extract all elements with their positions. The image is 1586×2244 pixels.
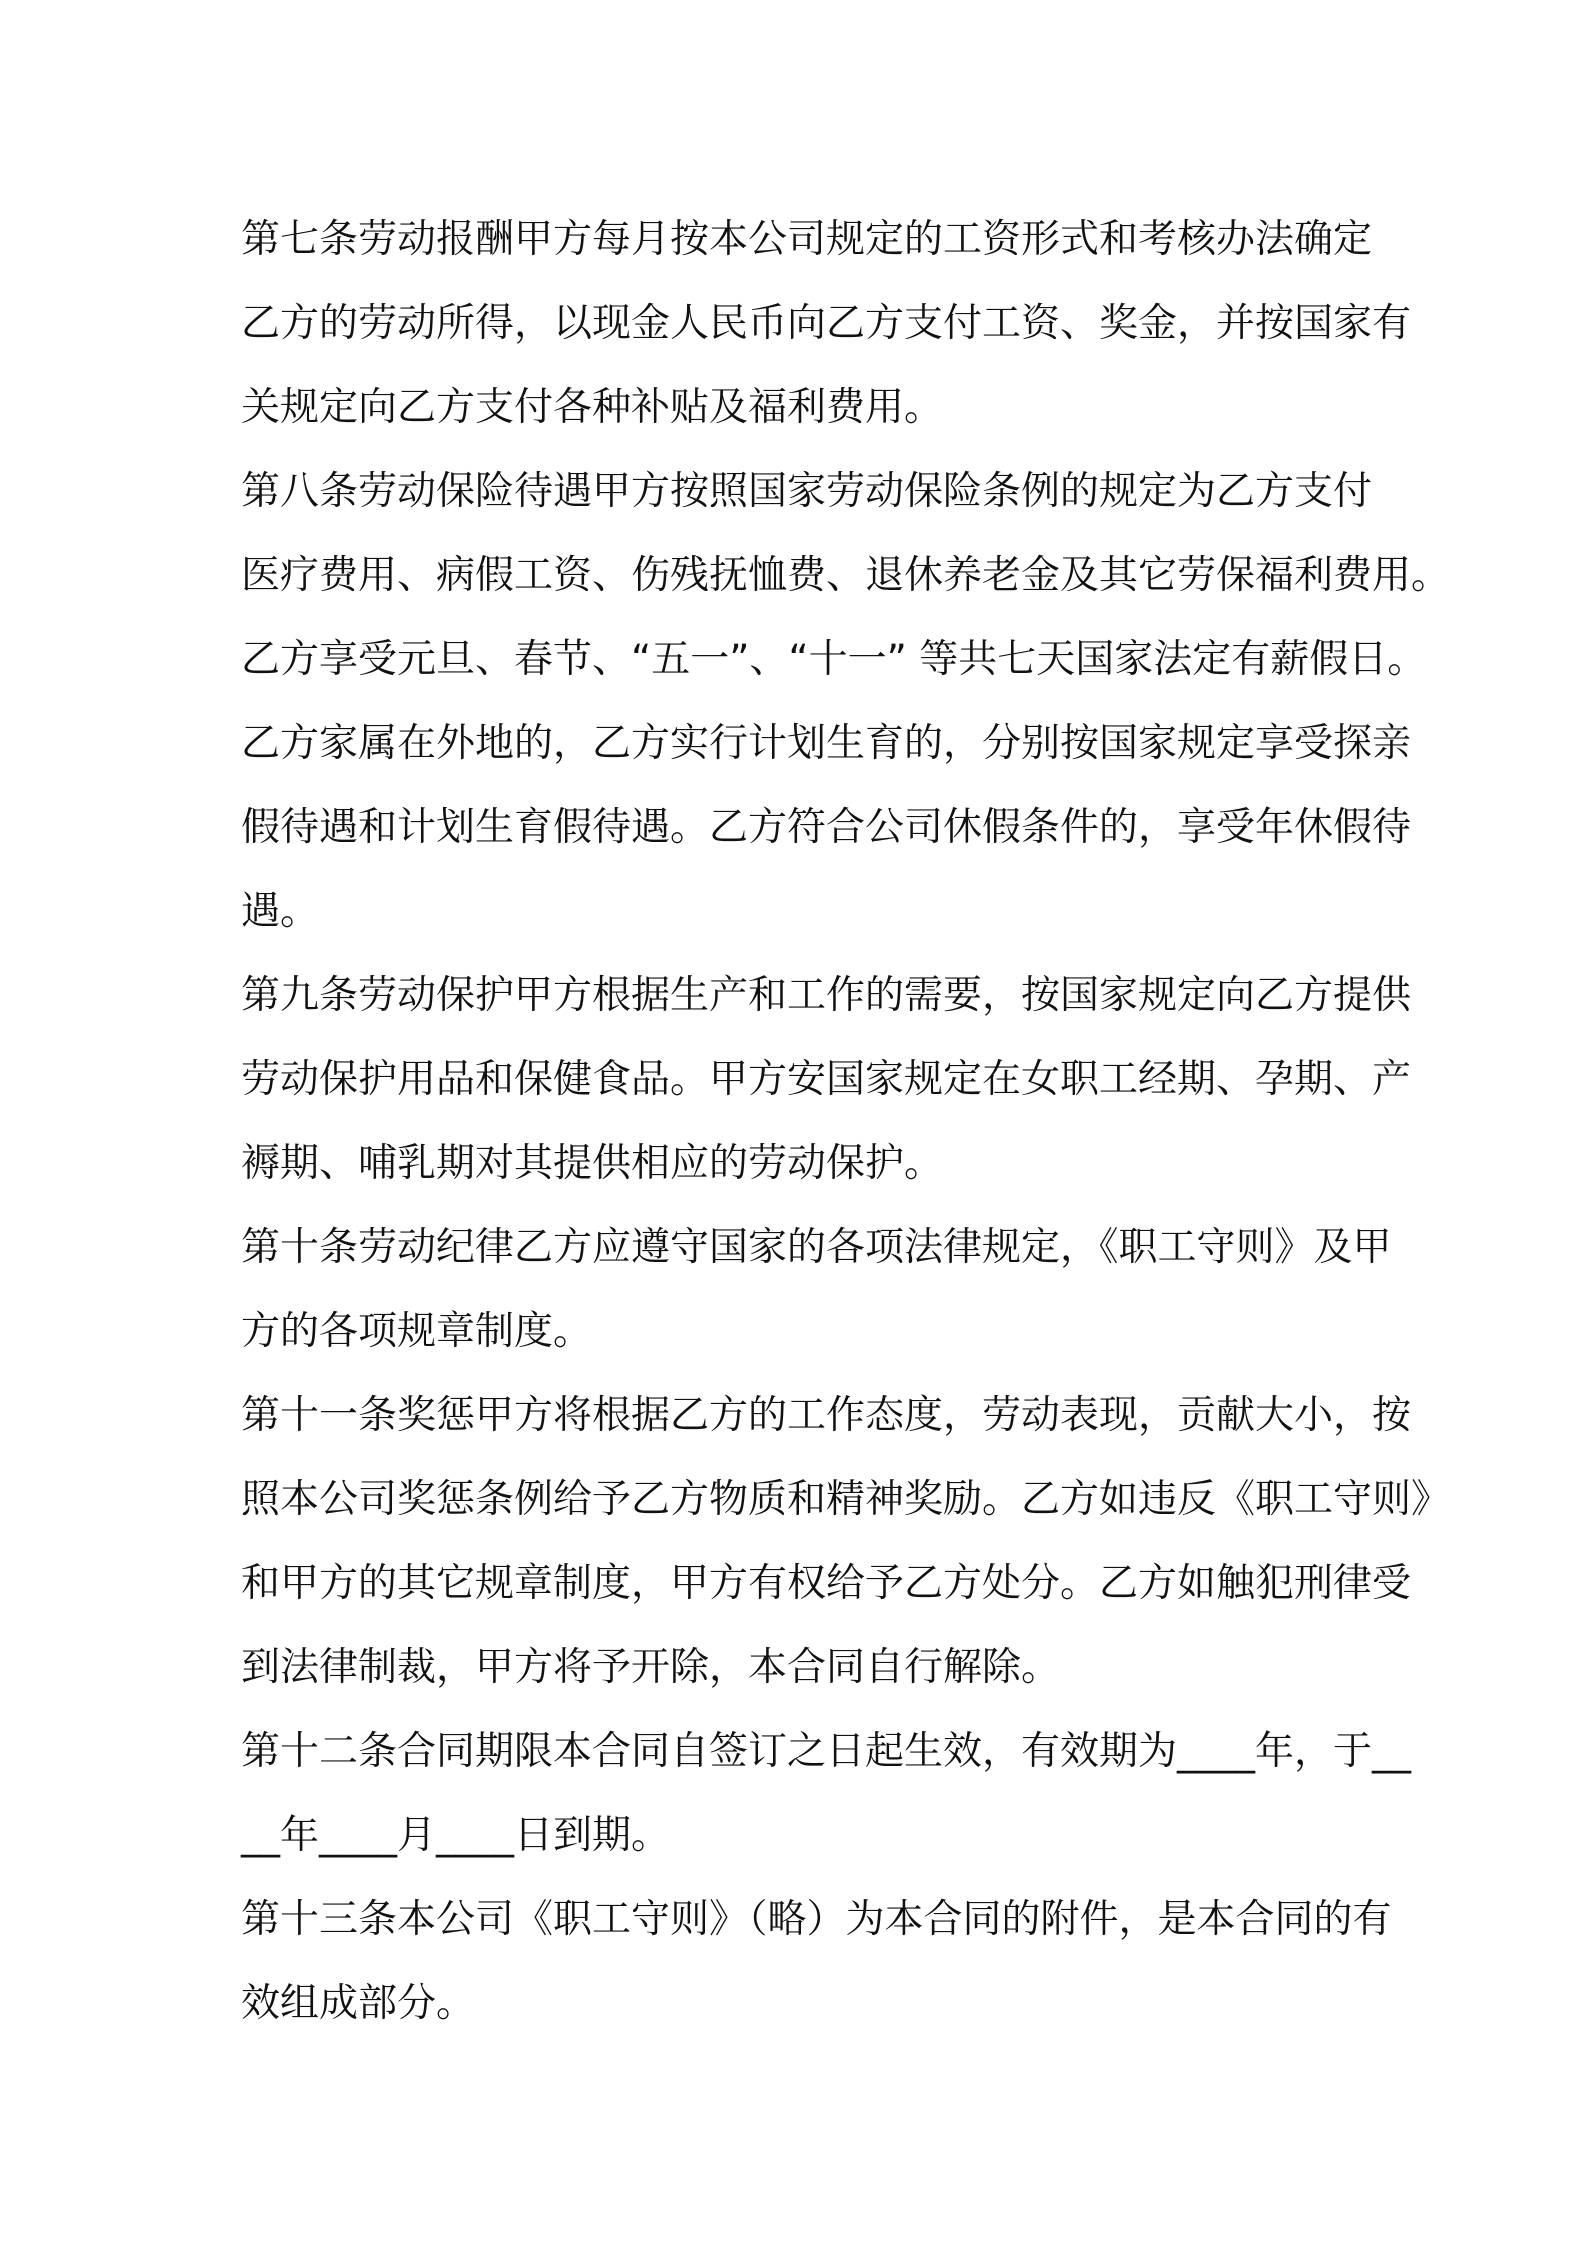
text-line: 照本公司奖惩条例给予乙方物质和精神奖励。乙方如违反《职工守则》: [241, 1477, 1451, 1522]
text-line: 方的各项规章制度。: [241, 1309, 593, 1354]
text-line: 假待遇和计划生育假待遇。乙方符合公司休假条件的，享受年休假待: [241, 805, 1412, 850]
text-line: 乙方享受元旦、春节、“五一”、“十一” 等共七天国家法定有薪假日。: [241, 637, 1427, 682]
text-line: __年____月____日到期。: [241, 1813, 671, 1858]
text-line: 第七条劳动报酬甲方每月按本公司规定的工资形式和考核办法确定: [241, 217, 1373, 262]
text-line: 医疗费用、病假工资、伤残抚恤费、退休养老金及其它劳保福利费用。: [241, 553, 1451, 598]
text-line: 第九条劳动保护甲方根据生产和工作的需要，按国家规定向乙方提供: [241, 973, 1412, 1018]
text-line: 第十三条本公司《职工守则》（略）为本合同的附件，是本合同的有: [241, 1897, 1392, 1942]
text-line: 关规定向乙方支付各种补贴及福利费用。: [241, 385, 944, 430]
text-line: 遇。: [241, 889, 320, 934]
document-body: [241, 198, 1451, 2046]
text-line: 乙方的劳动所得，以现金人民币向乙方支付工资、奖金，并按国家有: [241, 301, 1412, 346]
text-line: 和甲方的其它规章制度，甲方有权给予乙方处分。乙方如触犯刑律受: [241, 1561, 1412, 1606]
text-line: 第十一条奖惩甲方将根据乙方的工作态度，劳动表现，贡献大小，按: [241, 1393, 1412, 1438]
text-line: 褥期、哺乳期对其提供相应的劳动保护。: [241, 1141, 944, 1186]
text-line: 第八条劳动保险待遇甲方按照国家劳动保险条例的规定为乙方支付: [241, 469, 1373, 514]
text-line: 第十条劳动纪律乙方应遵守国家的各项法律规定，《职工守则》及甲: [241, 1225, 1392, 1270]
text-line: 第十二条合同期限本合同自签订之日起生效，有效期为____年，于__: [241, 1729, 1412, 1774]
text-line: 乙方家属在外地的，乙方实行计划生育的，分别按国家规定享受探亲: [241, 721, 1412, 766]
text-line: 到法律制裁，甲方将予开除，本合同自行解除。: [241, 1645, 1061, 1690]
text-line: 效组成部分。: [241, 1981, 476, 2026]
text-line: 劳动保护用品和保健食品。甲方安国家规定在女职工经期、孕期、产: [241, 1057, 1412, 1102]
